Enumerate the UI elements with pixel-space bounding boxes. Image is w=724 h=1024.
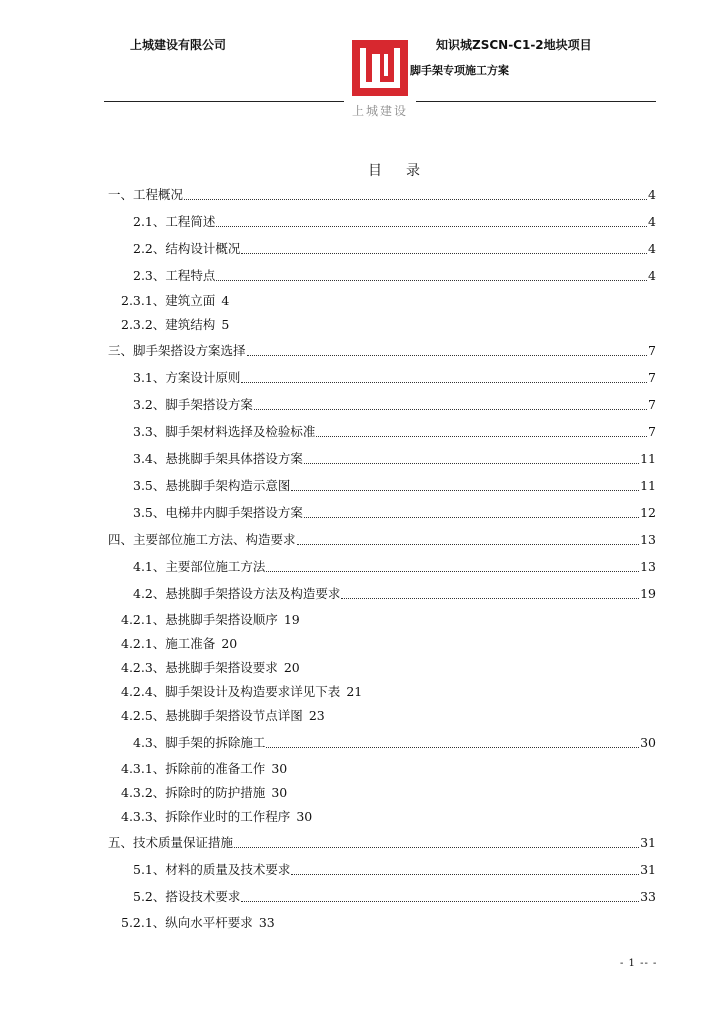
toc-entry[interactable]	[133, 733, 656, 753]
toc-entry-label: 3.5、电梯井内脚手架搭设方案	[133, 505, 303, 520]
toc-entry-label: 5.1、材料的质量及技术要求	[133, 862, 291, 877]
toc-entry-page: 13	[640, 559, 656, 574]
toc-subentry-label: 2.3.2、建筑结构	[121, 317, 216, 332]
toc-entry-label: 3.1、方案设计原则	[133, 370, 241, 385]
header-rule-right	[416, 101, 656, 102]
toc-subentry[interactable]	[121, 759, 287, 779]
dot-leader	[184, 199, 647, 200]
toc-entry-label: 3.4、悬挑脚手架具体搭设方案	[133, 451, 303, 466]
dot-leader	[216, 280, 647, 281]
toc-entry-label: 2.2、结构设计概况	[133, 241, 241, 256]
dot-leader	[266, 571, 639, 572]
toc-subentry[interactable]	[121, 706, 325, 726]
toc-subentry-page: 30	[271, 761, 288, 776]
dot-leader	[234, 847, 639, 848]
toc-entry[interactable]	[133, 476, 656, 496]
toc-entry[interactable]	[133, 266, 656, 286]
toc-subentry-label: 4.2.5、悬挑脚手架搭设节点详图	[121, 708, 303, 723]
toc-entry[interactable]	[133, 449, 656, 469]
toc-subentry-label: 4.2.4、脚手架设计及构造要求详见下表	[121, 684, 341, 699]
toc-entry-page: 12	[640, 505, 656, 520]
toc-entry[interactable]	[133, 239, 656, 259]
dot-leader	[254, 409, 647, 410]
toc-subentry[interactable]	[121, 783, 287, 803]
toc-entry[interactable]	[108, 341, 656, 361]
toc-entry-page: 4	[648, 241, 656, 256]
toc-entry-label: 一、工程概况	[108, 187, 184, 202]
toc-subentry[interactable]	[121, 658, 300, 678]
company-logo-icon	[350, 38, 410, 98]
toc-entry-page: 30	[640, 735, 656, 750]
toc-entry-page: 31	[640, 862, 656, 877]
page-number: - 1 -- -	[620, 958, 658, 969]
dot-leader	[291, 490, 639, 491]
toc-entry-label: 3.3、脚手架材料选择及检验标准	[133, 424, 316, 439]
toc-subentry-label: 4.2.1、施工准备	[121, 636, 216, 651]
toc-subentry-page: 20	[221, 636, 238, 651]
toc-entry-label: 4.2、悬挑脚手架搭设方法及构造要求	[133, 586, 341, 601]
toc-entry-label: 4.1、主要部位施工方法	[133, 559, 266, 574]
toc-entry-page: 31	[640, 835, 656, 850]
dot-leader	[291, 874, 639, 875]
dot-leader	[341, 598, 639, 599]
toc-subentry-page: 5	[221, 317, 230, 332]
toc-entry-page: 4	[648, 268, 656, 283]
dot-leader	[304, 517, 639, 518]
toc-entry-label: 3.5、悬挑脚手架构造示意图	[133, 478, 291, 493]
toc-subentry[interactable]	[121, 315, 229, 335]
toc-entry-page: 7	[648, 424, 656, 439]
toc-entry[interactable]	[108, 530, 656, 550]
toc-title-char-2: 录	[406, 163, 420, 179]
toc-subentry-label: 4.2.3、悬挑脚手架搭设要求	[121, 660, 278, 675]
toc-entry-page: 11	[640, 478, 656, 493]
toc-entry-page: 19	[640, 586, 656, 601]
toc-subentry-label: 5.2.1、纵向水平杆要求	[121, 915, 253, 930]
toc-subentry-page: 23	[308, 708, 325, 723]
toc-subentry[interactable]	[121, 634, 237, 654]
toc-subentry[interactable]	[121, 291, 229, 311]
toc-subentry-page: 21	[346, 684, 363, 699]
toc-subentry-page: 30	[296, 809, 313, 824]
dot-leader	[241, 253, 647, 254]
toc-entry[interactable]	[133, 212, 656, 232]
header-subtitle: 脚手架专项施工方案	[410, 64, 509, 77]
dot-leader	[304, 463, 639, 464]
toc-entry-label: 2.1、工程简述	[133, 214, 216, 229]
toc-entry[interactable]	[133, 887, 656, 907]
toc-entry-label: 5.2、搭设技术要求	[133, 889, 241, 904]
header-rule-left	[104, 101, 344, 102]
header-project: 知识城ZSCN-C1-2地块项目	[436, 38, 592, 52]
dot-leader	[216, 226, 647, 227]
header-company: 上城建设有限公司	[130, 38, 227, 52]
toc-entry-label: 五、技术质量保证措施	[108, 835, 234, 850]
dot-leader	[241, 382, 647, 383]
toc-entry-page: 4	[648, 214, 656, 229]
toc-entry[interactable]	[108, 185, 656, 205]
toc-title-char-1: 目	[368, 163, 382, 179]
logo-text: 上城建设	[351, 104, 408, 118]
dot-leader	[266, 747, 639, 748]
toc-subentry-page: 30	[271, 785, 288, 800]
toc-subentry-label: 4.3.1、拆除前的准备工作	[121, 761, 266, 776]
toc-entry-page: 7	[648, 397, 656, 412]
toc-entry-page: 4	[648, 187, 656, 202]
toc-entry-page: 11	[640, 451, 656, 466]
toc-entry[interactable]	[133, 395, 656, 415]
toc-subentry-page: 4	[221, 293, 230, 308]
toc-entry-label: 四、主要部位施工方法、构造要求	[108, 532, 296, 547]
toc-subentry-label: 4.2.1、悬挑脚手架搭设顺序	[121, 612, 278, 627]
toc-subentry-label: 4.3.3、拆除作业时的工作程序	[121, 809, 291, 824]
toc-subentry[interactable]	[121, 610, 300, 630]
toc-entry[interactable]	[133, 422, 656, 442]
toc-subentry-label: 2.3.1、建筑立面	[121, 293, 216, 308]
toc-subentry-label: 4.3.2、拆除时的防护措施	[121, 785, 266, 800]
toc-entry-page: 33	[640, 889, 656, 904]
toc-entry[interactable]	[133, 368, 656, 388]
toc-subentry[interactable]	[121, 682, 362, 702]
toc-entry-page: 7	[648, 343, 656, 358]
toc-entry-label: 2.3、工程特点	[133, 268, 216, 283]
toc-subentry[interactable]	[121, 913, 275, 933]
toc-subentry-page: 33	[258, 915, 275, 930]
toc-entry[interactable]	[133, 557, 656, 577]
toc-entry-page: 13	[640, 532, 656, 547]
dot-leader	[241, 901, 639, 902]
dot-leader	[316, 436, 647, 437]
toc-entry-label: 3.2、脚手架搭设方案	[133, 397, 253, 412]
toc-entry[interactable]	[133, 584, 656, 604]
toc-subentry-page: 20	[283, 660, 300, 675]
toc-title	[368, 160, 420, 180]
toc-entry[interactable]	[108, 833, 656, 853]
toc-entry-label: 三、脚手架搭设方案选择	[108, 343, 246, 358]
dot-leader	[297, 544, 640, 545]
toc-entry-page: 7	[648, 370, 656, 385]
toc-entry[interactable]	[133, 503, 656, 523]
toc-entry[interactable]	[133, 860, 656, 880]
toc-entry-label: 4.3、脚手架的拆除施工	[133, 735, 266, 750]
dot-leader	[247, 355, 648, 356]
toc-subentry-page: 19	[283, 612, 300, 627]
toc-subentry[interactable]	[121, 807, 312, 827]
